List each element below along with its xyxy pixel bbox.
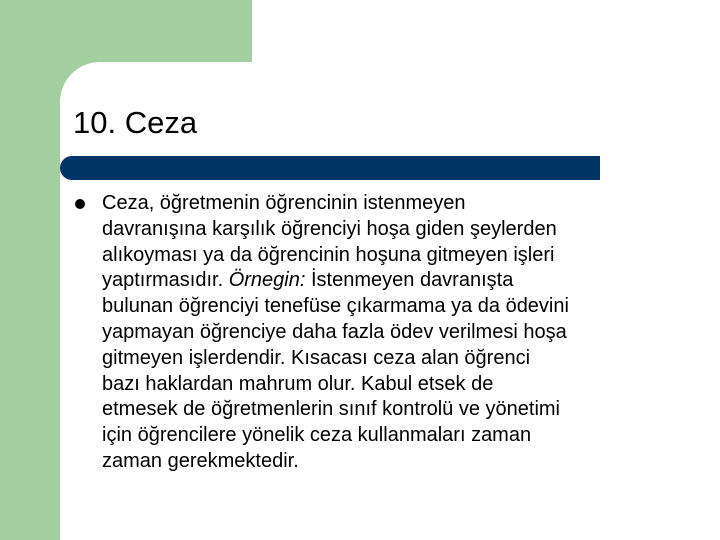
paragraph-line: için öğrencilere yönelik ceza kullanmaları zaman [102,424,532,447]
paragraph-line-with-example [102,268,687,294]
paragraph-line: bulunan öğrenciyi tenefüse çıkarmama ya da ödevini [102,295,569,318]
paragraph-line: zaman gerekmektedir. [102,449,299,472]
paragraph-text: İstenmeyen davranışta [305,269,514,292]
paragraph-line: Ceza, öğretmenin öğrencinin istenmeyen [102,192,466,214]
paragraph-text: yaptırmasıdır. [102,269,229,292]
bullet-dot-icon [75,199,85,209]
paragraph-line: davranışına karşılık öğrenciyi hoşa giden şeylerden [102,217,557,240]
example-label: Örnegin: [228,269,306,292]
slide-title: 10. Ceza [73,105,198,140]
paragraph-line: bazı haklardan mahrum olur. Kabul etsek de [102,372,494,395]
title-underline-bar [60,156,600,180]
paragraph-line: gitmeyen işlerdendir. Kısacası ceza alan öğrenci [102,346,531,369]
paragraph-line: yapmayan öğrenciye daha fazla ödev verilmesi hoşa [102,320,567,343]
paragraph-line: etmesek de öğretmenlerin sınıf kontrolü ve yönetimi [102,398,560,421]
paragraph-line: alıkoyması ya da öğrencinin hoşuna gitmeyen işleri [102,243,555,266]
bullet-paragraph [102,191,687,475]
